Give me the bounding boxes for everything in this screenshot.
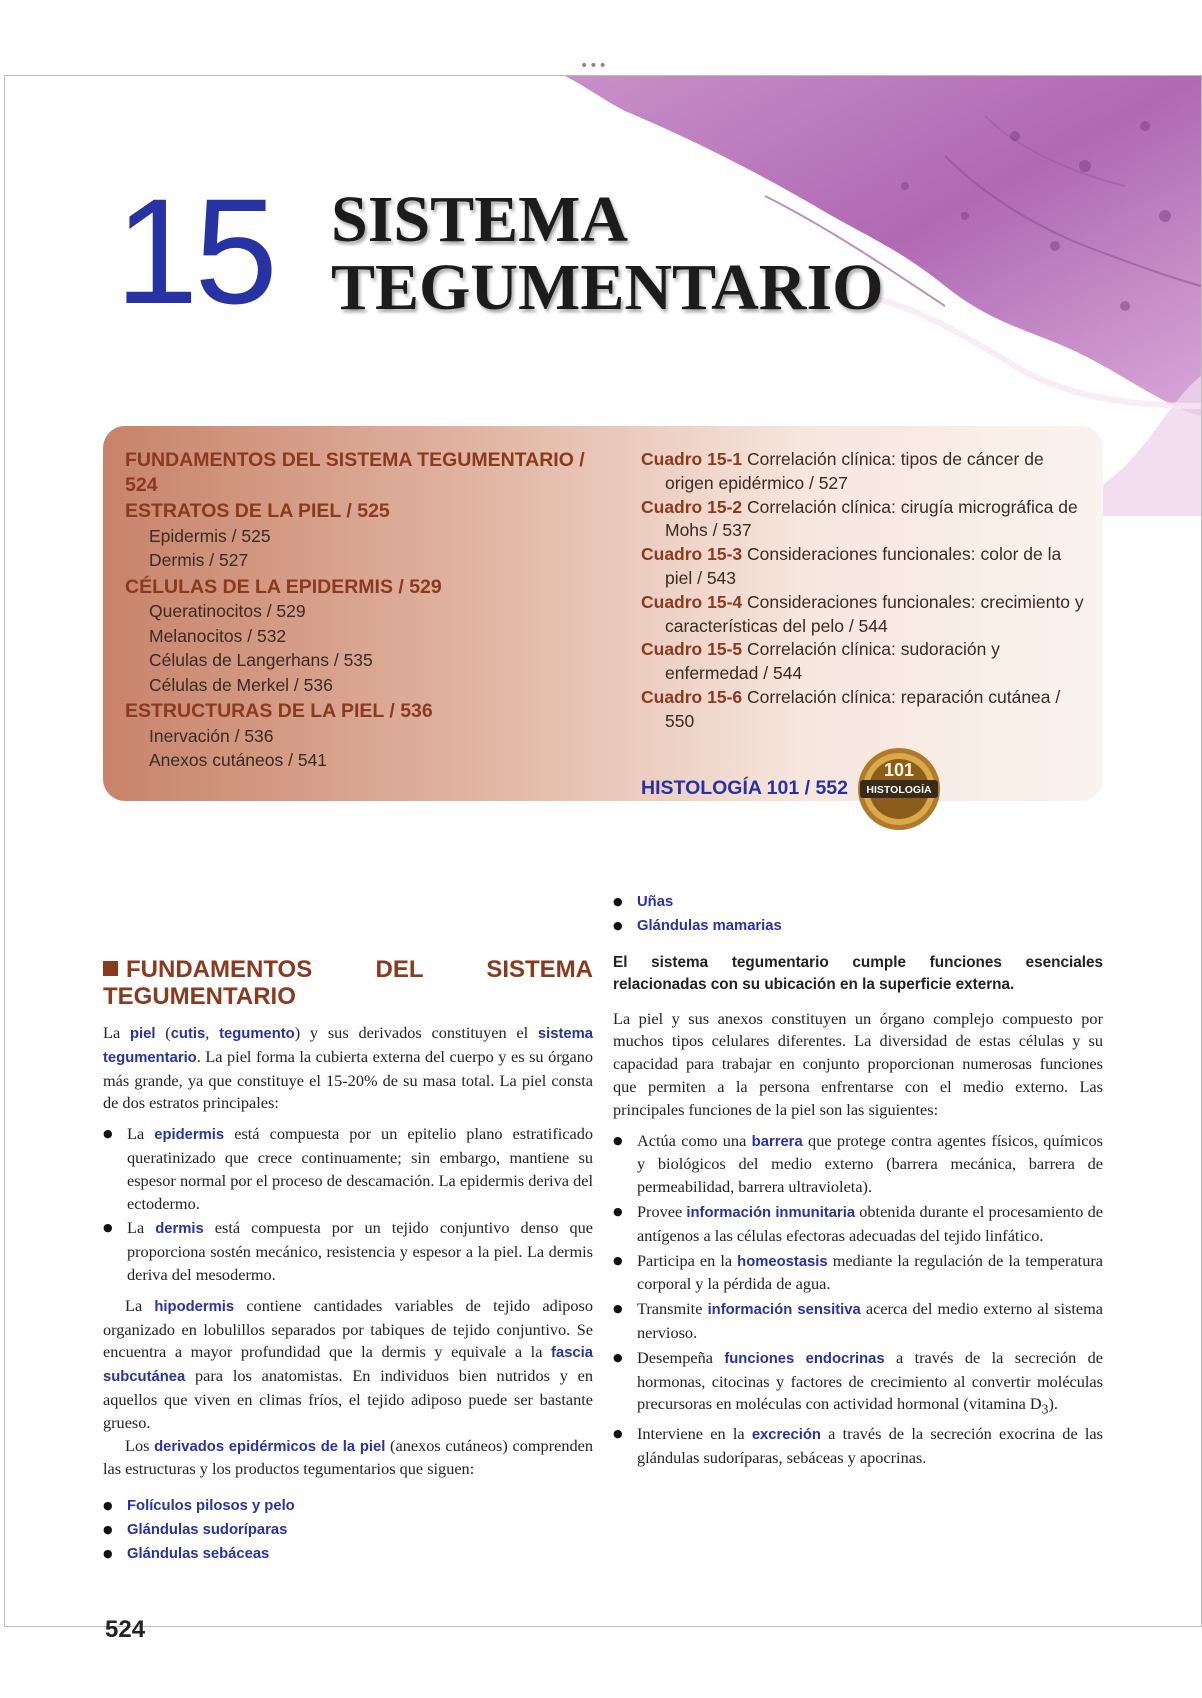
toc-main-item[interactable]: ESTRATOS DE LA PIEL / 525 [125,500,390,522]
toc-entry [125,448,595,497]
list-item[interactable]: ● Glándulas sebáceas [103,1543,593,1566]
keyword-dermis[interactable]: dermis [155,1221,204,1238]
chapter-title-line1: SISTEMA [331,183,629,256]
toc-box-item[interactable] [641,686,1091,734]
list-item: ● La epidermis está compuesta por un epitelio plano estratificado queratinizado que crece continuamente; sin embargo, mantiene su espesor normal por el proceso de descamación. La epidermis deriva del ectodermo. [103,1123,593,1215]
toc-sub-item[interactable]: Dermis / 527 [149,550,249,570]
section-heading-text: FUNDAMENTOS DEL SISTEMA TEGUMENTARIO [103,956,593,1010]
strata-list [103,1123,593,1287]
paragraph-intro: La piel (cutis, tegumento) y sus derivados constituyen el sistema tegumentario. La piel forma la cubierta externa del cuerpo y es su órgano más grande, ya que constituye el 15-20% de su masa total. La piel consta de dos estratos principales: [103,1023,594,1113]
box-text: Correlación clínica: reparación cutánea / 550 [665,686,1061,731]
box-label: Cuadro 15-1 [641,449,743,469]
toc-main-item[interactable]: FUNDAMENTOS DEL SISTEMA TEGUMENTARIO / 524 [125,449,585,496]
keyword-tegumento[interactable]: tegumento [219,1026,295,1042]
keyword-cutis[interactable]: cutis [170,1026,206,1042]
toc-box-item[interactable] [641,496,1091,544]
toc-sub-item[interactable]: Queratinocitos / 529 [149,601,306,621]
toc-entry [125,575,595,698]
subsection-heading: El sistema tegumentario cumple funciones esenciales relacionadas con su ubicación en la superficie externa. [613,953,1103,993]
toc-sub-item[interactable]: Células de Langerhans / 535 [149,650,373,670]
keyword-informacion-inmunitaria[interactable]: información inmunitaria [686,1204,856,1221]
derivatives-list-continued [613,891,1103,938]
keyword-hipodermis[interactable]: hipodermis [154,1298,235,1315]
toc-entry [125,499,595,573]
keyword-barrera[interactable]: barrera [751,1133,803,1150]
box-label: Cuadro 15-4 [641,591,743,612]
list-item[interactable]: ● Glándulas mamarias [613,915,1103,938]
list-item: ● Provee información inmunitaria obtenida durante el procesamiento de antígenos a las células efectoras adecuadas del tejido linfático. [613,1201,1103,1248]
page-indicator-dots: ••• [580,58,608,74]
box-text: Correlación clínica: cirugía micrográfica de Mohs / 537 [665,496,1078,541]
toc-sub-item[interactable]: Inervación / 536 [149,725,274,746]
toc-main-item[interactable]: CÉLULAS DE LA EPIDERMIS / 529 [125,575,442,598]
toc-sub-item[interactable]: Epidermis / 525 [149,525,271,546]
functions-list [613,1130,1103,1470]
toc-left-column [125,448,595,775]
box-label: Cuadro 15-6 [641,686,743,707]
box-text: Correlación clínica: sudoración y enfermedad / 544 [665,639,1000,684]
keyword-sistema-tegumentario[interactable]: sistema tegumentario [103,1026,594,1066]
keyword-piel[interactable]: piel [129,1026,156,1042]
badge-text: HISTOLOGÍA [866,783,932,796]
paragraph-hypodermis: La hipodermis contiene cantidades variables de tejido adiposo organizado en lobulillos separados por tabiques de tejido conjuntivo. Se encuentra a mayor profundidad que la dermis y equivale a la fascia subcutánea para los anatomistas. En individuos bien nutridos y en aquellos que viven en climas fríos, el tejido adiposo puede ser bastante grueso. [103,1295,594,1432]
list-item[interactable]: ● Uñas [613,891,1103,914]
box-text: Consideraciones funcionales: crecimiento y características del pelo / 544 [665,591,1084,636]
keyword-informacion-sensitiva[interactable]: información sensitiva [707,1302,861,1319]
list-item: ● Transmite información sensitiva acerca del medio externo al sistema nervioso. [613,1298,1103,1345]
toc-right-column [641,448,1091,832]
list-item: ● Participa en la homeostasis mediante la regulación de la temperatura corporal y la pérdida de agua. [613,1250,1103,1297]
list-item: ● La dermis está compuesta por un tejido conjuntivo denso que proporciona sostén mecánico, resistencia y espesor a la piel. La dermis deriva del mesodermo. [103,1217,593,1286]
badge-number: 101 [883,759,915,780]
list-item[interactable]: ● Folículos pilosos y pelo [103,1495,593,1518]
keyword-homeostasis[interactable]: homeostasis [737,1253,828,1270]
toc-box-item[interactable] [641,591,1091,639]
chapter-title-line2: TEGUMENTARIO [331,251,884,324]
paragraph-functions-intro: La piel y sus anexos constituyen un órgano complejo compuesto por muchos tipos celulares diferentes. La diversidad de estas células y su capacidad para trabajar en conjunto proporcionan numerosas funciones que permiten a la persona enfrentarse con el medio externo. Las principales funciones de la piel son las siguientes: [613,1008,1103,1119]
keyword-epidermis[interactable]: epidermis [154,1127,225,1144]
toc-sub-item[interactable]: Células de Merkel / 536 [149,674,333,695]
section-square-icon [103,961,118,976]
page-number: 524 [105,1616,146,1643]
toc-box-item[interactable] [641,638,1091,686]
right-text-column [613,891,1103,1478]
chapter-title [331,183,884,324]
toc-sub-item[interactable]: Anexos cutáneos / 541 [149,750,328,770]
keyword-fascia-subcutanea[interactable]: fascia subcutánea [103,1345,593,1386]
list-item: ● Actúa como una barrera que protege contra agentes físicos, químicos y biológicos del medio externo (barrera mecánica, barrera de permeabilidad, barrera ultravioleta). [613,1130,1103,1199]
toc-entry [125,699,595,773]
keyword-derivados-epidermicos[interactable]: derivados epidérmicos de la piel [154,1438,386,1455]
box-label: Cuadro 15-3 [641,544,743,565]
box-text: Consideraciones funcionales: color de la piel / 543 [665,544,1062,588]
box-text: Correlación clínica: tipos de cáncer de origen epidérmico / 527 [665,449,1044,493]
toc-sub-item[interactable]: Melanocitos / 532 [149,625,287,646]
left-text-column [103,956,593,1574]
list-item[interactable]: ● Glándulas sudoríparas [103,1519,593,1542]
table-of-contents [103,426,1103,801]
list-item: ● Desempeña funciones endocrinas a través de la secreción de hormonas, citocinas y factores de crecimiento al convertir moléculas precursoras en moléculas con actividad hormonal (vitamina $D_3$). [613,1347,1103,1422]
book-page [4,75,1202,1643]
histology-101-label: HISTOLOGÍA 101 / 552 [641,777,848,800]
derivatives-list [103,1495,593,1565]
histology-101-badge-icon [856,746,942,832]
box-label: Cuadro 15-2 [641,496,743,517]
keyword-funciones-endocrinas[interactable]: funciones endocrinas [724,1350,885,1367]
chapter-number: 15 [115,167,274,335]
box-label: Cuadro 15-5 [641,639,743,660]
keyword-excrecion[interactable]: excreción [751,1427,821,1444]
paragraph-derivatives: Los derivados epidérmicos de la piel (anexos cutáneos) comprenden las estructuras y los productos tegumentarios que siguen: [103,1435,593,1479]
toc-main-item[interactable]: ESTRUCTURAS DE LA PIEL / 536 [125,700,433,722]
toc-box-item[interactable] [641,448,1091,496]
list-item: ● Interviene en la excreción a través de la secreción exocrina de las glándulas sudoríparas, sebáceas y apocrinas. [613,1423,1103,1470]
section-heading [103,956,593,1010]
toc-box-item[interactable] [641,543,1091,591]
toc-histology-101[interactable] [641,746,1091,832]
